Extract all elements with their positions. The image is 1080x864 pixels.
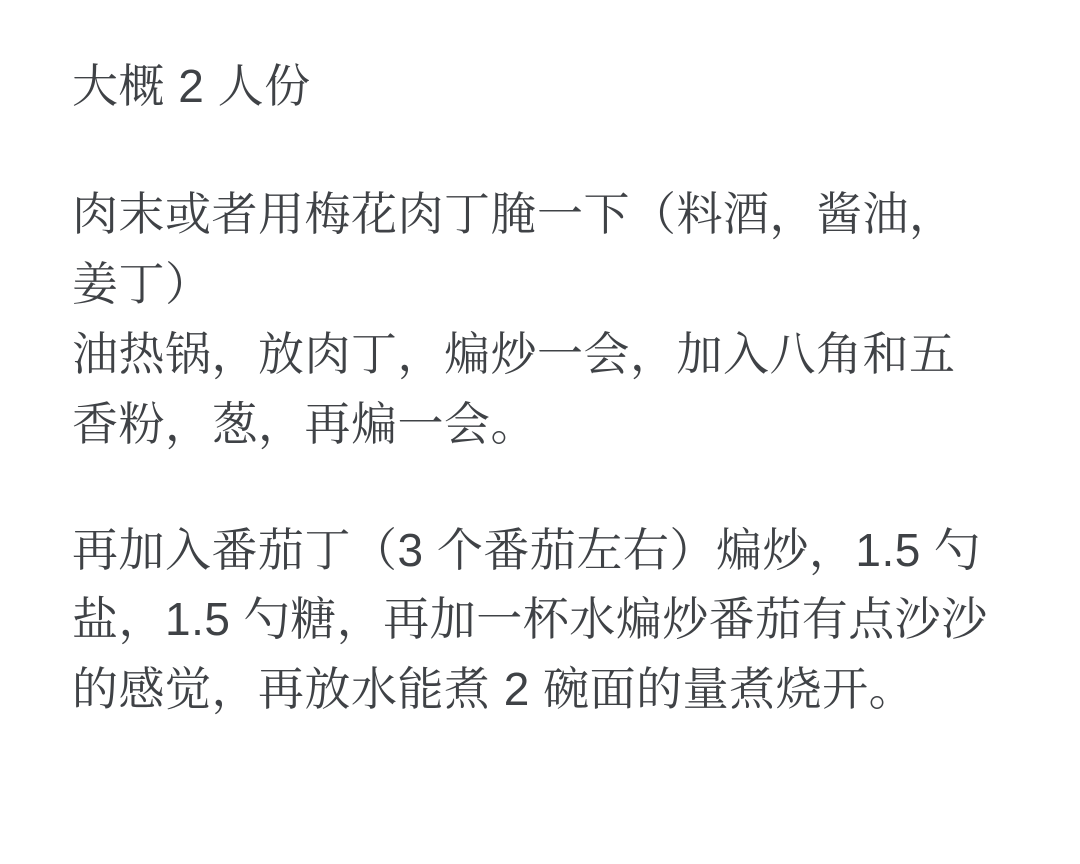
step-stirfry-meat-text: 油热锅，放肉丁，煸炒一会，加入八角和五香粉，葱，再煸一会。	[72, 327, 956, 450]
step-tomato-text: 再加入番茄丁（3 个番茄左右）煸炒，1.5 勺盐，1.5 勺糖，再加一杯水煸炒番茄有点沙沙的感觉，再放水能煮 2 碗面的量煮烧开。	[72, 523, 988, 716]
step-marinate-text: 肉末或者用梅花肉丁腌一下（料酒，酱油，姜丁）	[72, 187, 956, 310]
paragraph-spacer-2	[72, 460, 990, 516]
servings-line: 大概 2 人份	[72, 60, 311, 112]
paragraph-spacer	[72, 122, 990, 180]
